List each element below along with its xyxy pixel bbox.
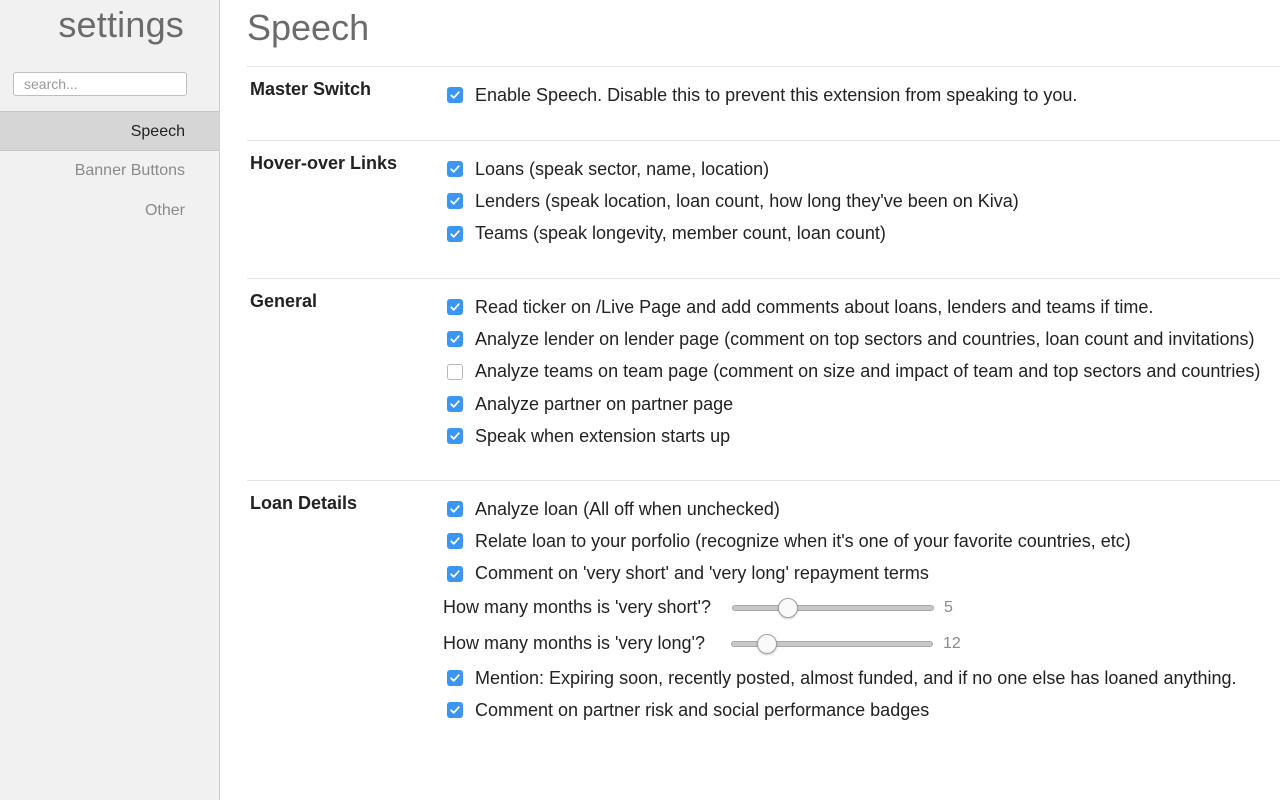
sidebar-title: settings bbox=[58, 4, 184, 45]
section-loan-details bbox=[247, 480, 1280, 780]
checkbox[interactable] bbox=[447, 364, 463, 380]
checkbox[interactable] bbox=[447, 533, 463, 549]
checkbox-label: Comment on 'very short' and 'very long' repayment terms bbox=[475, 563, 929, 584]
section-label: Loan Details bbox=[250, 493, 358, 513]
checkbox[interactable] bbox=[447, 702, 463, 718]
sidebar-item-speech[interactable]: Speech bbox=[0, 111, 219, 151]
checkbox-label: Relate loan to your porfolio (recognize when it's one of your favorite countries, etc) bbox=[475, 530, 1131, 551]
checkbox-row[interactable] bbox=[447, 558, 1237, 590]
checkbox-row[interactable] bbox=[447, 356, 1260, 388]
slider-row-very-long bbox=[443, 626, 1237, 662]
checkbox-row[interactable] bbox=[447, 493, 1237, 525]
checkbox[interactable] bbox=[447, 161, 463, 177]
checkbox-row[interactable] bbox=[447, 291, 1260, 323]
sidebar-item-other[interactable]: Other bbox=[144, 202, 185, 219]
checkbox[interactable] bbox=[447, 501, 463, 517]
checkbox[interactable] bbox=[447, 331, 463, 347]
slider-thumb[interactable] bbox=[778, 598, 798, 618]
slider-thumb[interactable] bbox=[757, 634, 777, 654]
checkbox-label: Analyze partner on partner page bbox=[475, 393, 734, 414]
section-label: General bbox=[250, 291, 318, 311]
checkbox[interactable] bbox=[447, 226, 463, 242]
checkbox-row[interactable] bbox=[447, 388, 1260, 420]
checkbox-label: Enable Speech. Disable this to prevent this extension from speaking to you. bbox=[475, 84, 1078, 105]
checkbox-label: Read ticker on /Live Page and add comments about loans, lenders and teams if time. bbox=[475, 296, 1154, 317]
checkbox[interactable] bbox=[447, 670, 463, 686]
sidebar-item-banner-buttons[interactable]: Banner Buttons bbox=[74, 162, 185, 179]
sidebar bbox=[0, 0, 220, 800]
section-master-switch bbox=[247, 66, 1280, 141]
checkbox-label: Analyze loan (All off when unchecked) bbox=[475, 498, 780, 519]
checkbox-row[interactable] bbox=[447, 420, 1260, 452]
checkbox-label: Analyze lender on lender page (comment on top sectors and countries, loan count and invitations) bbox=[475, 328, 1255, 349]
checkbox-row[interactable] bbox=[447, 153, 1019, 185]
checkbox[interactable] bbox=[447, 299, 463, 315]
checkbox-row[interactable] bbox=[447, 525, 1237, 557]
section-general bbox=[247, 278, 1280, 481]
checkbox-row[interactable] bbox=[447, 662, 1237, 694]
slider-label: How many months is 'very long'? bbox=[443, 633, 705, 654]
very-long-slider[interactable] bbox=[731, 641, 933, 647]
checkbox-label: Teams (speak longevity, member count, loan count) bbox=[475, 223, 886, 244]
checkbox-label: Comment on partner risk and social performance badges bbox=[475, 699, 930, 720]
checkbox[interactable] bbox=[447, 566, 463, 582]
checkbox[interactable] bbox=[447, 193, 463, 209]
slider-value: 5 bbox=[944, 598, 953, 616]
slider-label: How many months is 'very short'? bbox=[443, 597, 711, 618]
checkbox-row[interactable] bbox=[447, 694, 1237, 726]
checkbox[interactable] bbox=[447, 87, 463, 103]
checkbox-row[interactable] bbox=[447, 79, 1077, 111]
main-content bbox=[247, 0, 1280, 800]
very-short-slider[interactable] bbox=[732, 605, 934, 611]
page-title: Speech bbox=[247, 7, 370, 48]
checkbox[interactable] bbox=[447, 396, 463, 412]
checkbox-label: Speak when extension starts up bbox=[475, 425, 731, 446]
checkbox-label: Loans (speak sector, name, location) bbox=[475, 158, 770, 179]
checkbox-row[interactable] bbox=[447, 185, 1019, 217]
section-label: Master Switch bbox=[250, 79, 372, 99]
section-label: Hover-over Links bbox=[250, 153, 398, 173]
checkbox[interactable] bbox=[447, 428, 463, 444]
checkbox-row[interactable] bbox=[447, 323, 1260, 355]
search-input[interactable] bbox=[13, 72, 187, 96]
sidebar-nav bbox=[0, 111, 219, 231]
checkbox-row[interactable] bbox=[447, 218, 1019, 250]
checkbox-label: Lenders (speak location, loan count, how long they've been on Kiva) bbox=[475, 190, 1019, 211]
slider-value: 12 bbox=[943, 634, 961, 652]
slider-row-very-short bbox=[443, 590, 1237, 626]
checkbox-label: Analyze teams on team page (comment on size and impact of team and top sectors and countries) bbox=[475, 361, 1261, 382]
section-hover-over-links bbox=[247, 140, 1280, 279]
checkbox-label: Mention: Expiring soon, recently posted, almost funded, and if no one else has loaned anything. bbox=[475, 667, 1237, 688]
